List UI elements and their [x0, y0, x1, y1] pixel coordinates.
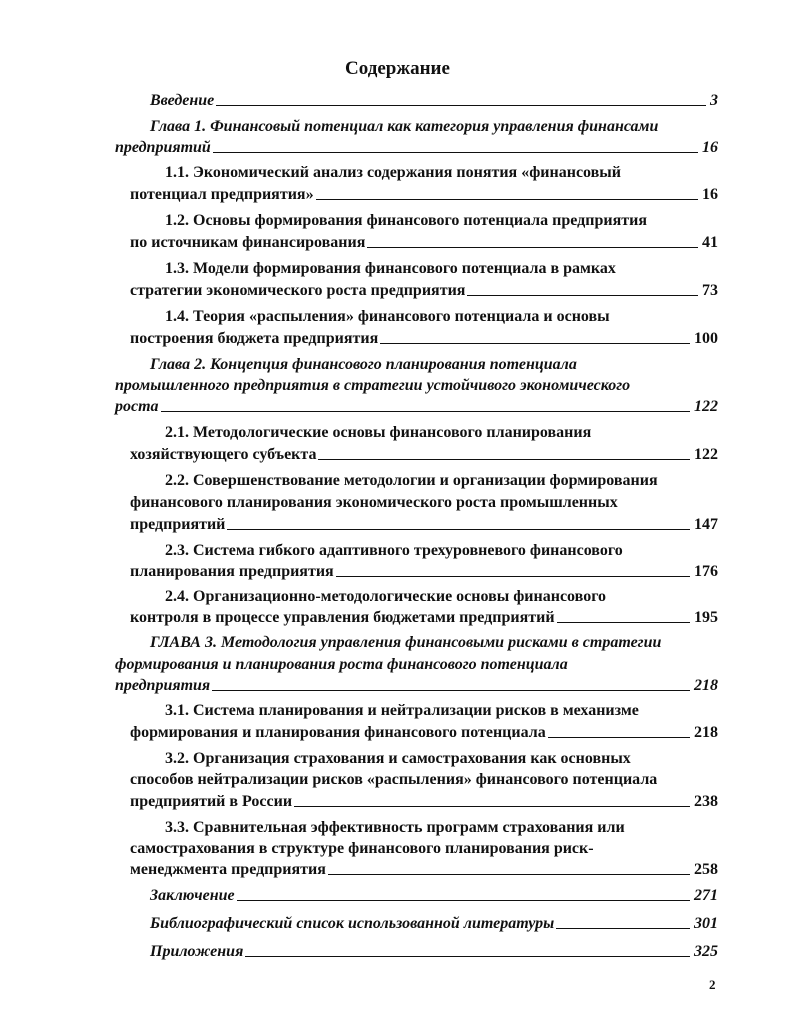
toc-entry-text: 3.3. Сравнительная эффективность программ страхования или [165, 819, 625, 836]
toc-entry-text: хозяйствующего субъекта [130, 446, 317, 463]
toc-entry-text: 2.2. Совершенствование методологии и организации формирования [165, 472, 658, 489]
toc-entry-chapter-2-cont [115, 373, 630, 395]
leader-line [367, 247, 698, 248]
toc-entry-2-3-cont [130, 559, 718, 581]
toc-page-number: 176 [694, 563, 718, 580]
leader-line [237, 900, 690, 901]
toc-entry-text: формирования и планирования роста финансового потенциала [115, 656, 568, 673]
toc-entry-text: планирования предприятия [130, 563, 334, 580]
toc-entry-chapter-3-cont2 [115, 673, 718, 695]
toc-entry-1-3 [165, 256, 616, 278]
toc-entry-2-4 [165, 584, 606, 606]
toc-entry-text: менеджмента предприятия [130, 861, 326, 878]
toc-page-number: 16 [702, 139, 718, 156]
toc-page-number: 218 [694, 677, 718, 694]
toc-page-number: 100 [694, 330, 718, 347]
toc-entry-3-2 [165, 746, 631, 768]
toc-entry-text: 1.3. Модели формирования финансового потенциала в рамках [165, 260, 616, 277]
toc-entry-text: Глава 1. Финансовый потенциал как категория управления финансами [150, 118, 659, 135]
toc-entry-text: Введение [150, 92, 215, 109]
leader-line [212, 690, 690, 691]
toc-entry-text: предприятий [130, 516, 226, 533]
toc-entry-text: потенциал предприятия» [130, 186, 314, 203]
toc-entry-bibliography [150, 911, 718, 933]
toc-entry-text: 2.1. Методологические основы финансового планирования [165, 424, 592, 441]
toc-page-number: 271 [694, 887, 718, 904]
toc-entry-introduction [150, 88, 718, 110]
toc-entry-conclusion [150, 883, 718, 905]
toc-page-number: 41 [702, 234, 718, 251]
toc-entry-3-3 [165, 815, 625, 837]
toc-entry-1-4-cont [130, 326, 718, 348]
toc-entry-1-1-cont [130, 182, 718, 204]
toc-entry-text: роста [115, 398, 159, 415]
toc-page-number: 325 [694, 943, 718, 960]
leader-line [294, 806, 690, 807]
toc-page-number: 122 [694, 446, 718, 463]
leader-line [556, 928, 690, 929]
toc-entry-text: предприятий в России [130, 793, 293, 810]
toc-page-number: 147 [694, 516, 718, 533]
toc-page-number: 73 [702, 282, 718, 299]
toc-page-number: 122 [694, 398, 718, 415]
toc-entry-text: ГЛАВА 3. Методология управления финансовыми рисками в стратегии [150, 634, 662, 651]
page-number: 2 [709, 977, 716, 992]
toc-entry-2-2-cont [130, 490, 618, 512]
toc-entry-text: Заключение [150, 887, 235, 904]
toc-entry-3-2-cont [130, 767, 657, 789]
toc-entry-text: по источникам финансирования [130, 234, 366, 251]
toc-page-number: 16 [702, 186, 718, 203]
toc-entry-text: 1.4. Теория «распыления» финансового потенциала и основы [165, 308, 610, 325]
toc-entry-1-4 [165, 304, 610, 326]
toc-entry-text: самострахования в структуре финансового планирования риск- [130, 840, 594, 857]
toc-entry-2-2 [165, 468, 658, 490]
toc-entry-chapter-1 [150, 114, 658, 136]
toc-entry-3-2-cont2 [130, 789, 718, 811]
toc-entry-text: формирования и планирования финансового потенциала [130, 724, 546, 741]
page-title: Содержание [345, 58, 450, 79]
toc-entry-3-3-cont [130, 836, 594, 858]
leader-line [216, 105, 706, 106]
leader-line [245, 956, 690, 957]
toc-entry-chapter-2 [150, 352, 577, 374]
leader-line [548, 737, 690, 738]
toc-entry-text: предприятия [115, 677, 211, 694]
toc-entry-text: Библиографический список использованной литературы [150, 915, 555, 932]
toc-entry-1-2-cont [130, 230, 718, 252]
toc-entry-text: построения бюджета предприятия [130, 330, 379, 347]
toc-entry-text: 2.3. Система гибкого адаптивного трехуровневого финансового [165, 542, 623, 559]
leader-line [336, 576, 690, 577]
leader-line [380, 343, 690, 344]
toc-entry-text: 3.2. Организация страхования и самострахования как основных [165, 750, 631, 767]
toc-entry-2-1-cont [130, 442, 718, 464]
toc-entry-chapter-1-cont [115, 135, 718, 157]
toc-entry-1-3-cont [130, 278, 718, 300]
toc-entry-text: 1.1. Экономический анализ содержания понятия «финансовый [165, 164, 621, 181]
leader-line [467, 295, 698, 296]
toc-entry-3-1 [165, 698, 639, 720]
leader-line [318, 459, 690, 460]
leader-line [328, 874, 690, 875]
toc-entry-chapter-2-cont2 [115, 394, 718, 416]
toc-entry-text: способов нейтрализации рисков «распыления» финансового потенциала [130, 771, 658, 788]
toc-entry-3-1-cont [130, 720, 718, 742]
toc-page-number: 195 [694, 609, 718, 626]
toc-page-number: 258 [694, 861, 718, 878]
toc-entry-text: стратегии экономического роста предприятия [130, 282, 466, 299]
toc-entry-text: промышленного предприятия в стратегии устойчивого экономического [115, 377, 631, 394]
toc-entry-text: финансового планирования экономического роста промышленных [130, 494, 618, 511]
toc-entry-2-4-cont [130, 605, 718, 627]
toc-page-number: 3 [710, 92, 718, 109]
toc-entry-text: 2.4. Организационно-методологические основы финансового [165, 588, 607, 605]
toc-entry-text: 1.2. Основы формирования финансового потенциала предприятия [165, 212, 647, 229]
leader-line [227, 529, 690, 530]
toc-entry-2-2-cont2 [130, 512, 718, 534]
toc-entry-1-2 [165, 208, 647, 230]
toc-entry-appendices [150, 939, 718, 961]
toc-entry-text: Глава 2. Концепция финансового планирования потенциала [150, 356, 577, 373]
toc-entry-text: 3.1. Система планирования и нейтрализации рисков в механизме [165, 702, 639, 719]
toc-entry-text: контроля в процессе управления бюджетами предприятий [130, 609, 555, 626]
leader-line [557, 622, 690, 623]
toc-entry-2-3 [165, 538, 623, 560]
leader-line [161, 411, 690, 412]
toc-entry-1-1 [165, 160, 621, 182]
toc-page-number: 238 [694, 793, 718, 810]
toc-entry-text: предприятий [115, 139, 211, 156]
toc-entry-chapter-3-cont [115, 652, 568, 674]
leader-line [213, 152, 698, 153]
toc-entry-text: Приложения [150, 943, 244, 960]
toc-page-number: 301 [694, 915, 718, 932]
toc-entry-3-3-cont2 [130, 857, 718, 879]
toc-entry-chapter-3 [150, 630, 661, 652]
toc-page-number: 218 [694, 724, 718, 741]
leader-line [316, 199, 698, 200]
toc-entry-2-1 [165, 420, 591, 442]
